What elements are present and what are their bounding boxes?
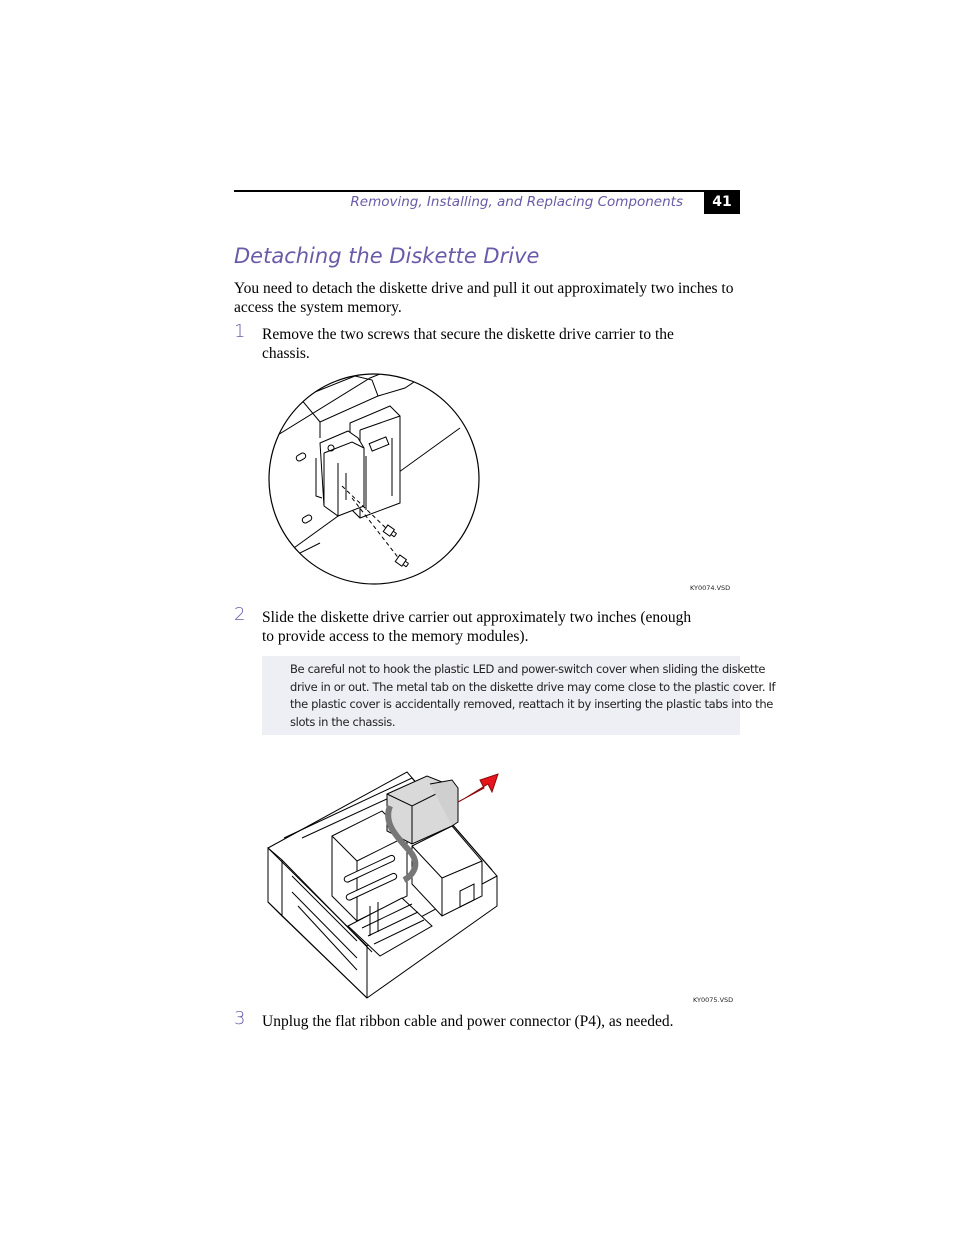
- figure-chassis-drive-slide: [262, 766, 508, 1006]
- step-2-text-line-1: Slide the diskette drive carrier out approximately two inches (enough: [262, 609, 692, 626]
- caution-note-text: [290, 661, 776, 731]
- caution-note: [262, 656, 776, 735]
- step-1-text-line-1: Remove the two screws that secure the diskette drive carrier to the: [262, 326, 674, 343]
- intro-paragraph: You need to detach the diskette drive and pull it out approximately two inches to access the system memory.: [234, 280, 734, 316]
- step-3-text: Unplug the flat ribbon cable and power connector (P4), as needed.: [262, 1013, 674, 1030]
- step-3-number: 3: [234, 1008, 246, 1029]
- running-header-title: Removing, Installing, and Replacing Components: [350, 194, 683, 210]
- page-number: 41: [704, 190, 740, 214]
- step-2-text-line-2: to provide access to the memory modules).: [262, 628, 529, 645]
- caution-note-line: Be careful not to hook the plastic LED and power-switch cover when sliding the diskette: [290, 662, 766, 676]
- step-2-number: 2: [234, 604, 246, 625]
- caution-note-line: drive in or out. The metal tab on the diskette drive may come close to the plastic cover. If: [290, 679, 776, 694]
- caution-note-line: the plastic cover is accidentally removed, reattach it by inserting the plastic tabs into the: [290, 697, 773, 711]
- slide-out-arrow: [458, 774, 498, 802]
- step-1-number: 1: [234, 321, 246, 342]
- figure-1-caption: KY0074.VSD: [690, 584, 731, 592]
- caution-note-line: slots in the chassis.: [290, 714, 396, 729]
- header-rule: [234, 190, 740, 192]
- step-1-text-line-2: chassis.: [262, 345, 310, 362]
- figure-2-caption: KY0075.VSD: [693, 996, 734, 1004]
- figure-diskette-screws: [260, 368, 490, 590]
- section-title: Detaching the Diskette Drive: [234, 244, 540, 268]
